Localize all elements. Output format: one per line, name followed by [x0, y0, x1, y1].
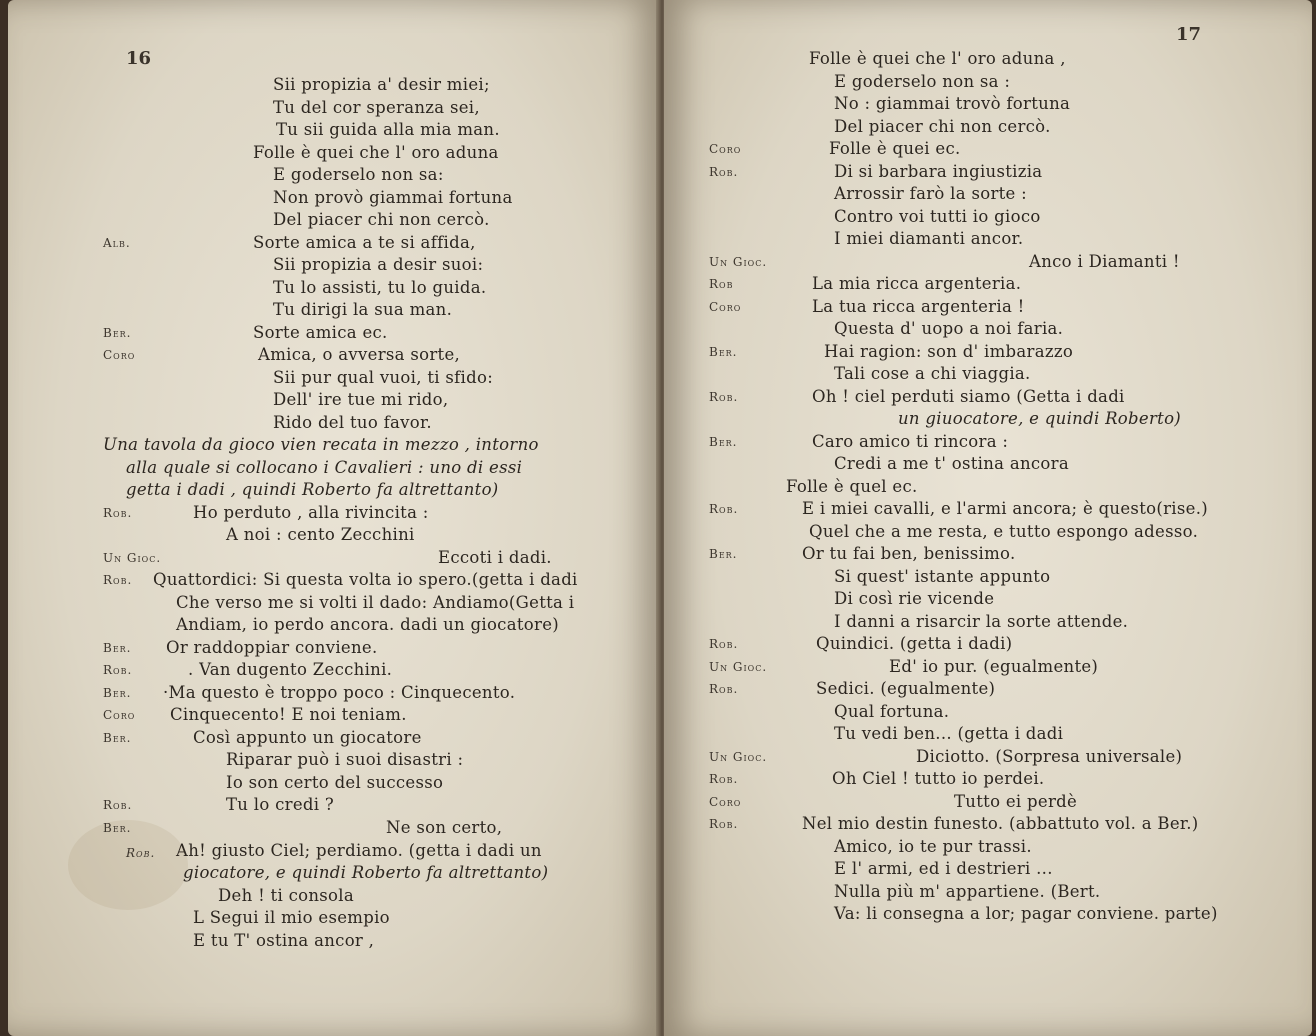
text-line: Oh ! ciel perduti siamo (Getta i dadi: [812, 387, 1125, 406]
text-line: Tu del cor speranza sei,: [273, 98, 480, 117]
speaker-label: Un Gioc.: [709, 255, 768, 269]
text-line: Dell' ire tue mi rido,: [273, 390, 449, 409]
text-line: Questa d' uopo a noi faria.: [834, 319, 1064, 338]
text-line: Ne son certo,: [386, 818, 503, 837]
text-line: Nel mio destin funesto. (abbattuto vol. a Ber.): [802, 814, 1199, 833]
speaker-label: Ber.: [709, 345, 738, 359]
text-line: E goderselo non sa :: [834, 72, 1011, 91]
page-number-right: 17: [1176, 24, 1202, 45]
speaker-label: Coro: [103, 348, 136, 362]
text-line: Contro voi tutti io gioco: [834, 207, 1041, 226]
text-line: Eccoti i dadi.: [438, 548, 552, 567]
text-line: Io son certo del successo: [226, 773, 444, 792]
text-line: ·Ma questo è troppo poco : Cinquecento.: [163, 683, 516, 702]
text-line: La mia ricca argenteria.: [812, 274, 1022, 293]
speaker-label: Coro: [709, 142, 742, 156]
text-line: Tu vedi ben... (getta i dadi: [834, 724, 1064, 743]
text-line: giocatore, e quindi Roberto fa altrettanto): [183, 863, 549, 882]
speaker-label: Rob.: [103, 663, 133, 677]
text-line: Del piacer chi non cercò.: [834, 117, 1051, 136]
text-line: Tu lo assisti, tu lo guida.: [273, 278, 487, 297]
text-line: Credi a me t' ostina ancora: [834, 454, 1069, 473]
text-line: I miei diamanti ancor.: [834, 229, 1024, 248]
text-line: Or raddoppiar conviene.: [166, 638, 378, 657]
speaker-label: Rob.: [103, 573, 133, 587]
text-line: Oh Ciel ! tutto io perdei.: [832, 769, 1045, 788]
text-line: La tua ricca argenteria !: [812, 297, 1025, 316]
text-line: Diciotto. (Sorpresa universale): [916, 747, 1183, 766]
text-line: Che verso me si volti il dado: Andiamo(Getta i: [176, 593, 575, 612]
text-line: Tu lo credi ?: [226, 795, 335, 814]
text-line: Ho perduto , alla rivincita :: [193, 503, 429, 522]
text-line: Sii propizia a' desir miei;: [273, 75, 490, 94]
text-line: Rido del tuo favor.: [273, 413, 432, 432]
text-line: Sorte amica a te si affida,: [253, 233, 476, 252]
text-line: Folle è quei che l' oro aduna: [253, 143, 499, 162]
text-line: L Segui il mio esempio: [193, 908, 390, 927]
text-line: Una tavola da gioco vien recata in mezzo , intorno: [103, 435, 539, 454]
text-line: Amica, o avversa sorte,: [258, 345, 461, 364]
text-line: Quattordici: Si questa volta io spero.(getta i dadi: [153, 570, 578, 589]
text-line: Riparar può i suoi disastri :: [226, 750, 464, 769]
margin-note: Rob.: [126, 846, 156, 860]
text-line: Tutto ei perdè: [954, 792, 1078, 811]
text-line: E tu T' ostina ancor ,: [193, 931, 375, 950]
speaker-label: Rob.: [103, 506, 133, 520]
text-line: alla quale si collocano i Cavalieri : uno di essi: [126, 458, 523, 477]
text-line: Si quest' istante appunto: [834, 567, 1051, 586]
text-line: Va: li consegna a lor; pagar conviene. parte): [834, 904, 1218, 923]
text-line: Di così rie vicende: [834, 589, 995, 608]
text-line: Tu sii guida alla mia man.: [276, 120, 500, 139]
text-line: Cinquecento! E noi teniam.: [170, 705, 407, 724]
text-line: un giuocatore, e quindi Roberto): [898, 409, 1182, 428]
text-line: Di si barbara ingiustizia: [834, 162, 1043, 181]
speaker-label: Coro: [709, 300, 742, 314]
text-line: Andiam, io perdo ancora. dadi un giocatore): [176, 615, 560, 634]
text-line: Ah! giusto Ciel; perdiamo. (getta i dadi un: [176, 841, 542, 860]
text-line: I danni a risarcir la sorte attende.: [834, 612, 1129, 631]
text-line: Sedici. (egualmente): [816, 679, 996, 698]
text-line: Non provò giammai fortuna: [273, 188, 513, 207]
speaker-label: Rob.: [709, 637, 739, 651]
speaker-label: Coro: [103, 708, 136, 722]
text-line: Folle è quei ec.: [829, 139, 961, 158]
speaker-label: Ber.: [709, 435, 738, 449]
speaker-label: Un Gioc.: [709, 750, 768, 764]
right-page: [664, 0, 1312, 1036]
text-line: Folle è quel ec.: [786, 477, 918, 496]
text-line: Deh ! ti consola: [218, 886, 355, 905]
speaker-label: Rob.: [709, 165, 739, 179]
text-line: No : giammai trovò fortuna: [834, 94, 1071, 113]
text-line: Quindici. (getta i dadi): [816, 634, 1013, 653]
text-line: Quel che a me resta, e tutto espongo adesso.: [809, 522, 1199, 541]
speaker-label: Ber.: [103, 731, 132, 745]
text-line: E i miei cavalli, e l'armi ancora; è questo(rise.): [802, 499, 1208, 518]
speaker-label: Rob.: [709, 390, 739, 404]
text-line: Arrossir farò la sorte :: [834, 184, 1028, 203]
text-line: Ed' io pur. (egualmente): [889, 657, 1099, 676]
speaker-label: Un Gioc.: [709, 660, 768, 674]
speaker-label: Un Gioc.: [103, 551, 162, 565]
text-line: Tali cose a chi viaggia.: [834, 364, 1031, 383]
text-line: Tu dirigi la sua man.: [273, 300, 453, 319]
text-line: Or tu fai ben, benissimo.: [802, 544, 1016, 563]
speaker-label: Rob.: [709, 682, 739, 696]
text-line: Così appunto un giocatore: [193, 728, 422, 747]
left-page: [8, 0, 660, 1036]
text-line: Hai ragion: son d' imbarazzo: [824, 342, 1074, 361]
text-line: . Van dugento Zecchini.: [188, 660, 393, 679]
speaker-label: Rob.: [709, 502, 739, 516]
text-line: Sii pur qual vuoi, ti sfido:: [273, 368, 494, 387]
speaker-label: Rob.: [709, 772, 739, 786]
text-line: Nulla più m' appartiene. (Bert.: [834, 882, 1101, 901]
text-line: E goderselo non sa:: [273, 165, 444, 184]
text-line: Amico, io te pur trassi.: [834, 837, 1032, 856]
text-line: Anco i Diamanti !: [1029, 252, 1180, 271]
speaker-label: Rob.: [709, 817, 739, 831]
text-line: Folle è quei che l' oro aduna ,: [809, 49, 1066, 68]
speaker-label: Rob.: [103, 798, 133, 812]
text-line: Sorte amica ec.: [253, 323, 388, 342]
page-number-left: 16: [126, 48, 152, 69]
speaker-label: Ber.: [103, 641, 132, 655]
text-line: Qual fortuna.: [834, 702, 950, 721]
speaker-label: Ber.: [709, 547, 738, 561]
text-line: getta i dadi , quindi Roberto fa altrettanto): [126, 480, 499, 499]
text-line: Del piacer chi non cercò.: [273, 210, 490, 229]
speaker-label: Alb.: [103, 236, 131, 250]
text-line: E l' armi, ed i destrieri ...: [834, 859, 1053, 878]
speaker-label: Rob: [709, 277, 734, 291]
text-line: A noi : cento Zecchini: [226, 525, 415, 544]
speaker-label: Coro: [709, 795, 742, 809]
speaker-label: Ber.: [103, 686, 132, 700]
speaker-label: Ber.: [103, 326, 132, 340]
text-line: Sii propizia a desir suoi:: [273, 255, 484, 274]
speaker-label: Ber.: [103, 821, 132, 835]
text-line: Caro amico ti rincora :: [812, 432, 1009, 451]
